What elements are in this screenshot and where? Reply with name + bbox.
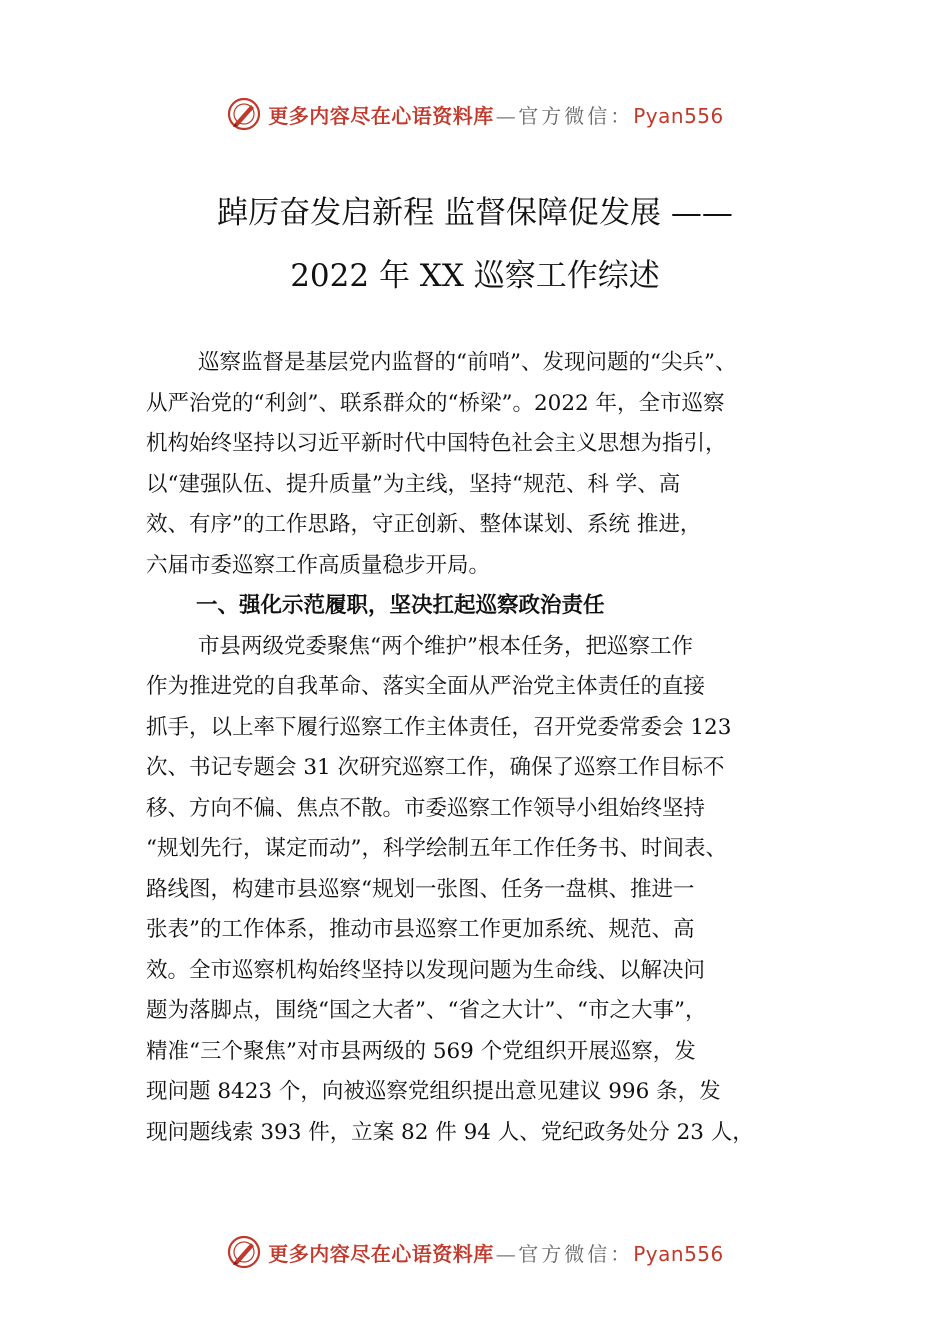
section-heading: 一、强化示范履职，坚决扛起巡察政治责任 [196,593,605,618]
header-brand: 更多内容尽在心语资料库 [268,103,494,128]
body-line: 路线图，构建市县巡察“规划一张图、任务一盘棋、推进一 [146,876,695,902]
body-line: 题为落脚点，围绕“国之大者”、“省之大计”、“市之大事”， [146,998,707,1023]
footer-banner [0,1232,950,1272]
footer-wechat-id: Pyan556 [633,1241,724,1266]
body-line: 机构始终坚持以习近平新时代中国特色社会主义思想为指引， [146,431,727,456]
body-line: “规划先行，谋定而动”，科学绘制五年工作任务书、时间表、 [146,836,727,861]
header-wechat-label: 官方微信： [518,103,634,128]
body-line: 现问题线索 393 件，立案 82 件 94 人、党纪政务处分 23 人， [146,1119,754,1145]
document-body [146,343,836,1153]
title-line: 踔厉奋发启新程 监督保障促发展 —— [217,195,733,231]
header-banner [0,94,950,134]
body-line: 市县两级党委聚焦“两个维护”根本任务，把巡察工作 [198,633,693,659]
body-line: 以“建强队伍、提升质量”为主线，坚持“规范、科 学、高 [146,471,681,497]
body-line: 抓手，以上率下履行巡察工作主体责任，召开党委常委会 123 [146,714,732,740]
pen-logo-icon [226,1234,262,1270]
body-line: 现问题 8423 个，向被巡察党组织提出意见建议 996 条，发 [146,1079,721,1104]
body-line: 效、有序”的工作思路，守正创新、整体谋划、系统 推进， [146,512,702,537]
header-separator: — [495,103,517,128]
footer-separator: — [495,1241,517,1266]
title-line: 2022 年 XX 巡察工作综述 [290,258,660,294]
body-line: 巡察监督是基层党内监督的“前哨”、发现问题的“尖兵”、 [198,350,737,375]
body-line: 六届市委巡察工作高质量稳步开局。 [146,552,491,578]
footer-banner-text [268,1238,724,1267]
pen-logo-icon [226,96,262,132]
header-wechat-id: Pyan556 [633,103,724,128]
footer-brand: 更多内容尽在心语资料库 [268,1241,494,1266]
body-line: 作为推进党的自我革命、落实全面从严治党主体责任的直接 [146,674,706,699]
header-banner-text [268,100,724,129]
document-title [120,182,830,308]
body-line: 移、方向不偏、焦点不散。市委巡察工作领导小组始终坚持 [146,795,706,821]
body-line: 精准“三个聚焦”对市县两级的 569 个党组织开展巡察，发 [146,1038,696,1064]
footer-wechat-label: 官方微信： [518,1241,634,1266]
body-line: 效。全市巡察机构始终坚持以发现问题为生命线、以解决问 [146,957,706,983]
body-line: 次、书记专题会 31 次研究巡察工作，确保了巡察工作目标不 [146,755,725,780]
body-line: 张表”的工作体系，推动市县巡察工作更加系统、规范、高 [146,917,695,942]
body-line: 从严治党的“利剑”、联系群众的“桥梁”。2022 年，全市巡察 [146,390,725,416]
